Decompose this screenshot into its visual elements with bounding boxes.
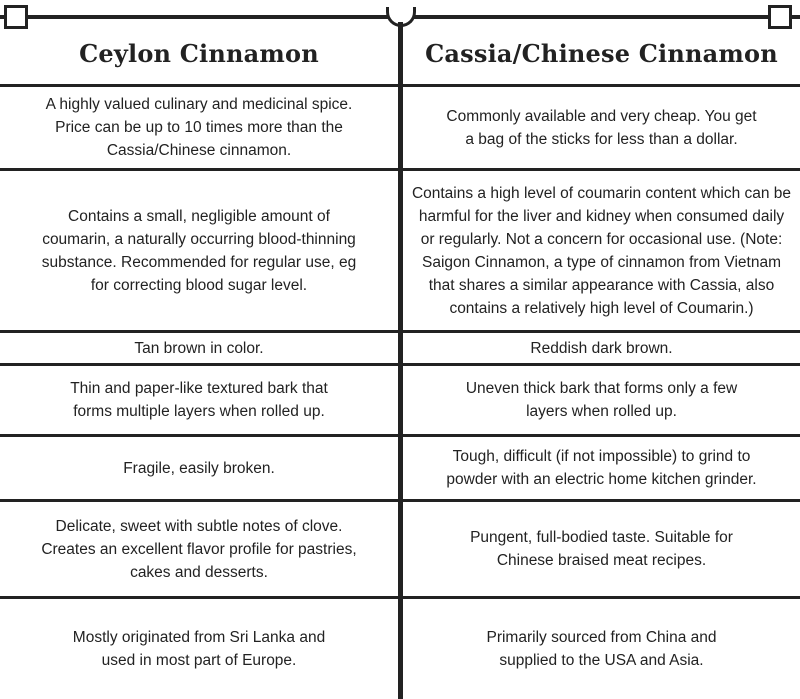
cell-ceylon-bark: Thin and paper-like textured bark that forms multiple layers when rolled up. xyxy=(70,380,328,420)
header-cassia: Cassia/Chinese Cinnamon xyxy=(425,38,778,68)
cell-ceylon-coumarin: Contains a small, negligible amount of coumarin, a naturally occurring blood-thinning substance. Recommended for regular use, eg for correcting blood sugar level. xyxy=(41,207,357,294)
cell-ceylon-color: Tan brown in color. xyxy=(134,339,264,357)
cell-ceylon-origin: Mostly originated from Sri Lanka and used in most part of Europe. xyxy=(72,629,326,669)
cell-ceylon-taste: Delicate, sweet with subtle notes of clove. Creates an excellent flavor profile for pastries, cakes and desserts. xyxy=(41,517,357,581)
cell-cassia-color: Reddish dark brown. xyxy=(530,339,673,357)
cell-cassia-origin: Primarily sourced from China and supplied to the USA and Asia. xyxy=(486,629,717,669)
cell-cassia-coumarin: Contains a high level of coumarin content which can be harmful for the liver and kidney when consumed daily or regularly. Not a concern for occasional use. (Note: Saigon Cinnamon, a type of cinnamon from Vietnam that shares a similar appearance with Cassia, also contains a relatively high level of Coumarin.) xyxy=(411,184,792,317)
cell-ceylon-fragility: Fragile, easily broken. xyxy=(123,459,275,477)
header-ceylon: Ceylon Cinnamon xyxy=(79,38,319,68)
cell-ceylon-price: A highly valued culinary and medicinal spice. Price can be up to 10 times more than the Cassia/Chinese cinnamon. xyxy=(45,96,353,159)
cell-cassia-taste: Pungent, full-bodied taste. Suitable for Chinese braised meat recipes. xyxy=(470,529,733,569)
cell-cassia-price: Commonly available and very cheap. You get a bag of the sticks for less than a dollar. xyxy=(446,107,757,148)
cell-cassia-fragility: Tough, difficult (if not impossible) to grind to powder with an electric home kitchen grinder. xyxy=(446,448,757,488)
cell-cassia-bark: Uneven thick bark that forms only a few layers when rolled up. xyxy=(465,380,738,420)
